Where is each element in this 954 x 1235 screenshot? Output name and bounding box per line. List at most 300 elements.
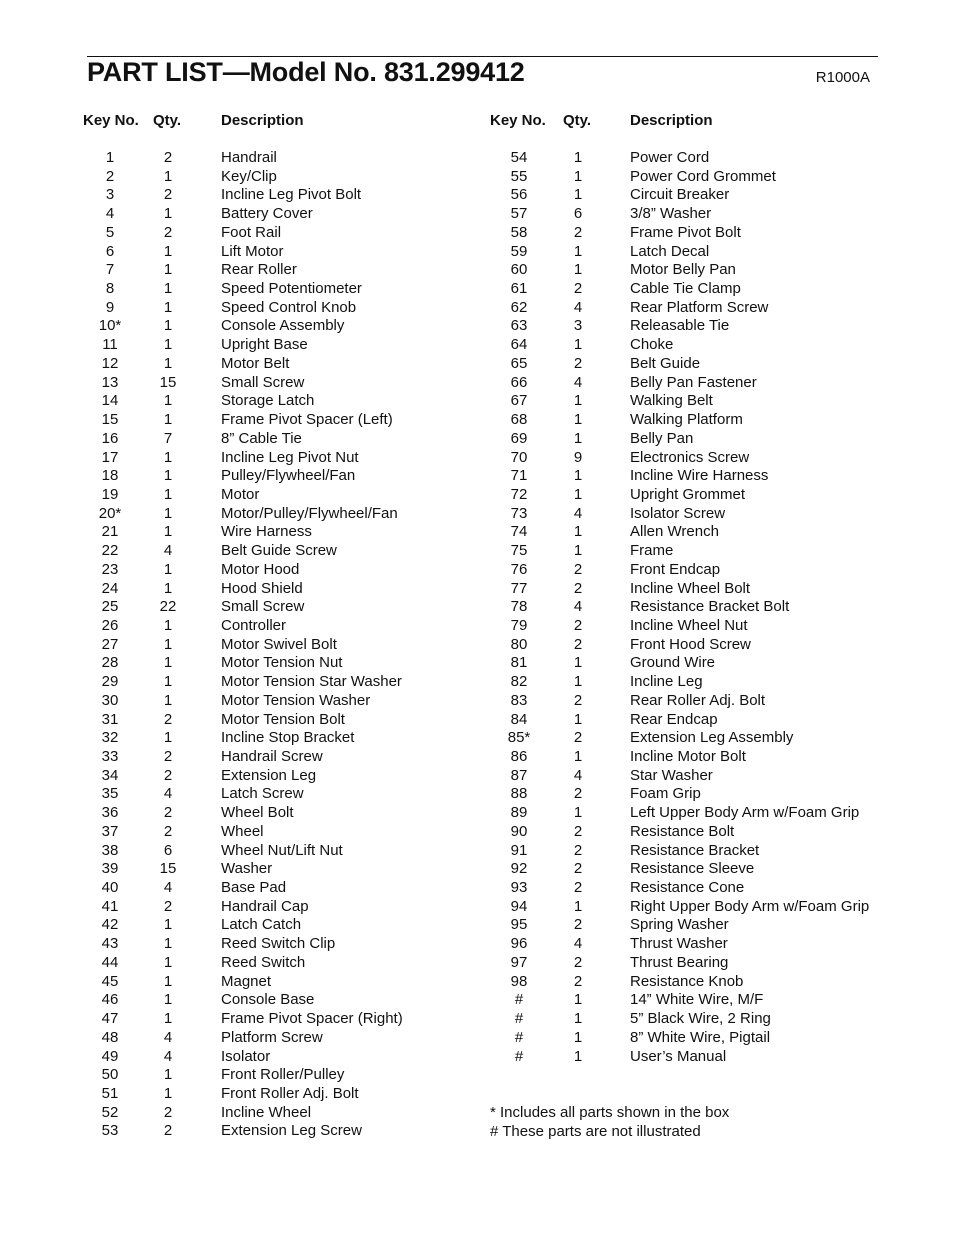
table-row bbox=[488, 411, 888, 430]
qty-cell: 1 bbox=[573, 149, 583, 166]
footnotes bbox=[490, 1103, 729, 1141]
table-row bbox=[80, 317, 480, 336]
table-row bbox=[488, 336, 888, 355]
qty-cell: 2 bbox=[163, 897, 173, 915]
qty-cell: 2 bbox=[573, 729, 583, 747]
key-no-cell: 18 bbox=[101, 467, 119, 485]
table-row bbox=[80, 224, 480, 243]
table-header bbox=[488, 112, 888, 132]
key-no-cell: 12 bbox=[101, 354, 119, 372]
key-no-cell: 79 bbox=[510, 616, 528, 634]
qty-cell: 2 bbox=[573, 785, 583, 803]
description-cell: Thrust Bearing bbox=[630, 953, 729, 971]
table-row bbox=[80, 243, 480, 262]
description-cell: User’s Manual bbox=[630, 1047, 727, 1065]
description-cell: Motor Tension Washer bbox=[221, 691, 371, 709]
qty-cell: 2 bbox=[573, 860, 583, 878]
key-no-cell: 78 bbox=[510, 598, 528, 616]
table-row bbox=[80, 1010, 480, 1029]
description-cell: Incline Leg bbox=[630, 673, 703, 691]
key-no-cell: 2 bbox=[105, 167, 115, 185]
qty-cell: 2 bbox=[573, 916, 583, 934]
description-cell: Handrail Cap bbox=[221, 897, 309, 915]
key-no-cell: 64 bbox=[510, 336, 528, 354]
table-row bbox=[488, 374, 888, 393]
description-cell: Controller bbox=[221, 616, 287, 634]
description-cell: Incline Wheel bbox=[221, 1103, 312, 1121]
description-cell: Reed Switch Clip bbox=[221, 935, 336, 953]
description-cell: Right Upper Body Arm w/Foam Grip bbox=[630, 897, 870, 915]
description-cell: Handrail bbox=[221, 149, 277, 166]
qty-cell: 1 bbox=[573, 1010, 583, 1028]
table-row bbox=[488, 280, 888, 299]
qty-cell: 15 bbox=[159, 860, 177, 878]
table-row bbox=[488, 804, 888, 823]
qty-cell: 1 bbox=[573, 242, 583, 260]
key-no-cell: 56 bbox=[510, 186, 528, 204]
key-no-cell: 66 bbox=[510, 373, 528, 391]
key-no-cell: 70 bbox=[510, 448, 528, 466]
key-no-cell: 15 bbox=[101, 411, 119, 429]
table-row bbox=[80, 767, 480, 786]
table-row bbox=[80, 374, 480, 393]
description-cell: Resistance Bracket bbox=[630, 841, 760, 859]
description-cell: Upright Base bbox=[221, 336, 308, 354]
table-row bbox=[488, 842, 888, 861]
qty-cell: 1 bbox=[573, 261, 583, 279]
key-no-cell: 58 bbox=[510, 223, 528, 241]
qty-cell: 2 bbox=[573, 841, 583, 859]
qty-cell: 4 bbox=[573, 598, 583, 616]
table-row bbox=[80, 879, 480, 898]
qty-cell: 2 bbox=[163, 710, 173, 728]
description-cell: Frame bbox=[630, 542, 674, 560]
description-cell: Circuit Breaker bbox=[630, 186, 730, 204]
key-no-cell: 37 bbox=[101, 822, 119, 840]
page-title: PART LIST—Model No. 831.299412 bbox=[87, 57, 525, 87]
table-row bbox=[80, 430, 480, 449]
qty-cell: 1 bbox=[163, 336, 173, 354]
table-row bbox=[80, 636, 480, 655]
key-no-cell: 22 bbox=[101, 542, 119, 560]
description-cell: Upright Grommet bbox=[630, 485, 746, 503]
description-cell: Incline Leg Pivot Nut bbox=[221, 448, 359, 466]
description-cell: Battery Cover bbox=[221, 205, 313, 223]
table-row bbox=[80, 449, 480, 468]
qty-header: Qty. bbox=[563, 112, 592, 129]
key-no-cell: 23 bbox=[101, 560, 119, 578]
qty-cell: 1 bbox=[163, 579, 173, 597]
qty-cell: 1 bbox=[163, 485, 173, 503]
key-no-cell: 53 bbox=[101, 1122, 119, 1140]
key-no-cell: 8 bbox=[105, 280, 115, 298]
qty-cell: 1 bbox=[163, 1010, 173, 1028]
description-cell: Walking Platform bbox=[630, 411, 743, 429]
description-cell: Wheel Bolt bbox=[221, 804, 294, 822]
description-cell: Latch Catch bbox=[221, 916, 302, 934]
key-no-cell: 35 bbox=[101, 785, 119, 803]
key-no-cell: 69 bbox=[510, 429, 528, 447]
table-row bbox=[80, 785, 480, 804]
description-cell: Motor Belt bbox=[221, 354, 290, 372]
description-cell: Electronics Screw bbox=[630, 448, 750, 466]
key-no-cell: 50 bbox=[101, 1066, 119, 1084]
description-cell: Belt Guide Screw bbox=[221, 542, 337, 560]
description-cell: Incline Wire Harness bbox=[630, 467, 769, 485]
qty-cell: 1 bbox=[573, 1028, 583, 1046]
description-cell: Frame Pivot Spacer (Right) bbox=[221, 1010, 403, 1028]
key-no-cell: 96 bbox=[510, 935, 528, 953]
key-no-cell: 90 bbox=[510, 822, 528, 840]
description-cell: Rear Endcap bbox=[630, 710, 718, 728]
table-row bbox=[80, 261, 480, 280]
table-row bbox=[80, 205, 480, 224]
key-no-cell: 38 bbox=[101, 841, 119, 859]
key-no-cell: 55 bbox=[510, 167, 528, 185]
key-no-cell: 76 bbox=[510, 560, 528, 578]
key-no-cell: 97 bbox=[510, 953, 528, 971]
table-header bbox=[80, 112, 480, 132]
table-row bbox=[488, 692, 888, 711]
description-cell: Rear Roller Adj. Bolt bbox=[630, 691, 766, 709]
description-cell: Thrust Washer bbox=[630, 935, 728, 953]
qty-cell: 2 bbox=[573, 953, 583, 971]
key-no-cell: 39 bbox=[101, 860, 119, 878]
qty-cell: 1 bbox=[573, 467, 583, 485]
description-cell: Speed Potentiometer bbox=[221, 280, 362, 298]
description-cell: Base Pad bbox=[221, 879, 287, 897]
table-row bbox=[80, 542, 480, 561]
qty-cell: 2 bbox=[573, 223, 583, 241]
key-no-cell: 83 bbox=[510, 691, 528, 709]
description-cell: Incline Wheel Nut bbox=[630, 616, 748, 634]
table-row bbox=[80, 355, 480, 374]
table-row bbox=[488, 449, 888, 468]
document-code: R1000A bbox=[815, 69, 870, 86]
qty-cell: 1 bbox=[163, 916, 173, 934]
description-cell: Motor Hood bbox=[221, 560, 300, 578]
qty-cell: 1 bbox=[163, 298, 173, 316]
qty-cell: 2 bbox=[163, 766, 173, 784]
key-no-cell: 72 bbox=[510, 485, 528, 503]
table-row bbox=[488, 823, 888, 842]
description-cell: Front Endcap bbox=[630, 560, 721, 578]
key-no-cell: 31 bbox=[101, 710, 119, 728]
description-cell: Front Hood Screw bbox=[630, 635, 751, 653]
qty-cell: 4 bbox=[163, 785, 173, 803]
qty-cell: 1 bbox=[573, 167, 583, 185]
description-cell: Wheel Nut/Lift Nut bbox=[221, 841, 343, 859]
description-cell: Rear Roller bbox=[221, 261, 297, 279]
qty-cell: 1 bbox=[573, 673, 583, 691]
key-no-cell: 33 bbox=[101, 748, 119, 765]
description-cell: Allen Wrench bbox=[630, 523, 719, 541]
qty-cell: 4 bbox=[163, 879, 173, 897]
qty-cell: 2 bbox=[573, 691, 583, 709]
key-no-cell: 52 bbox=[101, 1103, 119, 1121]
description-cell: Speed Control Knob bbox=[221, 298, 357, 316]
description-cell: Resistance Bolt bbox=[630, 822, 735, 840]
qty-cell: 2 bbox=[573, 560, 583, 578]
qty-cell: 1 bbox=[573, 897, 583, 915]
table-row bbox=[488, 467, 888, 486]
description-cell: Frame Pivot Spacer (Left) bbox=[221, 411, 393, 429]
qty-cell: 1 bbox=[163, 691, 173, 709]
key-no-cell: 9 bbox=[105, 298, 115, 316]
table-row bbox=[488, 299, 888, 318]
table-row bbox=[488, 636, 888, 655]
key-no-cell: # bbox=[514, 991, 524, 1009]
table-row bbox=[488, 580, 888, 599]
table-row bbox=[488, 654, 888, 673]
description-cell: 8” Cable Tie bbox=[221, 429, 302, 447]
table-row bbox=[80, 505, 480, 524]
key-no-cell: 6 bbox=[105, 242, 115, 260]
description-cell: Latch Decal bbox=[630, 242, 710, 260]
description-cell: Small Screw bbox=[221, 373, 305, 391]
description-cell: Ground Wire bbox=[630, 654, 716, 672]
table-row bbox=[80, 186, 480, 205]
description-cell: Resistance Sleeve bbox=[630, 860, 755, 878]
description-cell: Motor Tension Star Washer bbox=[221, 673, 402, 691]
qty-cell: 1 bbox=[163, 972, 173, 990]
qty-cell: 1 bbox=[163, 467, 173, 485]
description-cell: Resistance Bracket Bolt bbox=[630, 598, 790, 616]
table-row bbox=[80, 411, 480, 430]
qty-cell: 1 bbox=[163, 411, 173, 429]
table-row bbox=[488, 973, 888, 992]
description-cell: Platform Screw bbox=[221, 1028, 323, 1046]
key-no-cell: 4 bbox=[105, 205, 115, 223]
key-no-cell: 11 bbox=[102, 336, 118, 354]
qty-cell: 2 bbox=[163, 149, 173, 166]
table-row bbox=[488, 991, 888, 1010]
table-row bbox=[80, 580, 480, 599]
qty-cell: 1 bbox=[163, 1084, 173, 1102]
key-no-cell: 68 bbox=[510, 411, 528, 429]
table-row bbox=[488, 598, 888, 617]
description-cell: Wire Harness bbox=[221, 523, 312, 541]
qty-cell: 2 bbox=[163, 822, 173, 840]
description-cell: Rear Platform Screw bbox=[630, 298, 769, 316]
key-no-cell: 24 bbox=[101, 579, 119, 597]
table-row bbox=[488, 785, 888, 804]
qty-cell: 1 bbox=[573, 392, 583, 410]
table-row bbox=[488, 673, 888, 692]
description-cell: Resistance Cone bbox=[630, 879, 745, 897]
table-row bbox=[80, 299, 480, 318]
description-cell: 8” White Wire, Pigtail bbox=[630, 1028, 771, 1046]
table-row bbox=[488, 243, 888, 262]
key-no-cell: 71 bbox=[510, 467, 528, 485]
qty-cell: 1 bbox=[163, 392, 173, 410]
key-no-cell: 20* bbox=[98, 504, 122, 522]
key-no-cell: 3 bbox=[105, 186, 115, 204]
key-no-cell: 34 bbox=[101, 766, 119, 784]
key-no-header: Key No. bbox=[83, 112, 139, 129]
qty-cell: 15 bbox=[159, 373, 177, 391]
key-no-cell: 7 bbox=[105, 261, 115, 279]
description-cell: Handrail Screw bbox=[221, 748, 323, 765]
key-no-cell: 25 bbox=[101, 598, 119, 616]
key-no-cell: 98 bbox=[510, 972, 528, 990]
table-row bbox=[488, 224, 888, 243]
key-no-cell: 54 bbox=[510, 149, 528, 166]
table-row bbox=[488, 317, 888, 336]
key-no-cell: 28 bbox=[101, 654, 119, 672]
table-row bbox=[80, 617, 480, 636]
description-cell: Foam Grip bbox=[630, 785, 701, 803]
description-cell: Pulley/Flywheel/Fan bbox=[221, 467, 356, 485]
description-cell: Motor Belly Pan bbox=[630, 261, 736, 279]
table-row bbox=[488, 935, 888, 954]
key-no-cell: 32 bbox=[101, 729, 119, 747]
table-row bbox=[80, 1029, 480, 1048]
key-no-cell: 41 bbox=[101, 897, 119, 915]
table-row bbox=[488, 505, 888, 524]
table-row bbox=[488, 168, 888, 187]
description-cell: Front Roller Adj. Bolt bbox=[221, 1084, 359, 1102]
key-no-cell: 80 bbox=[510, 635, 528, 653]
table-row bbox=[80, 823, 480, 842]
key-no-cell: 30 bbox=[101, 691, 119, 709]
key-no-cell: # bbox=[514, 1010, 524, 1028]
table-row bbox=[80, 336, 480, 355]
table-row bbox=[80, 860, 480, 879]
qty-cell: 1 bbox=[573, 523, 583, 541]
qty-cell: 2 bbox=[573, 579, 583, 597]
table-row bbox=[80, 898, 480, 917]
table-row bbox=[488, 954, 888, 973]
table-row bbox=[80, 149, 480, 168]
description-cell: Left Upper Body Arm w/Foam Grip bbox=[630, 804, 860, 822]
table-row bbox=[488, 1010, 888, 1029]
key-no-cell: 59 bbox=[510, 242, 528, 260]
table-row bbox=[80, 561, 480, 580]
description-cell: Cable Tie Clamp bbox=[630, 280, 741, 298]
table-row bbox=[80, 729, 480, 748]
key-no-cell: 81 bbox=[510, 654, 528, 672]
parts-table-right bbox=[488, 112, 888, 1066]
qty-cell: 2 bbox=[163, 223, 173, 241]
qty-cell: 4 bbox=[573, 504, 583, 522]
key-no-cell: 43 bbox=[101, 935, 119, 953]
description-cell: Front Roller/Pulley bbox=[221, 1066, 345, 1084]
qty-cell: 22 bbox=[159, 598, 177, 616]
table-row bbox=[488, 1048, 888, 1067]
description-cell: Belt Guide bbox=[630, 354, 701, 372]
key-no-cell: 46 bbox=[101, 991, 119, 1009]
description-cell: Incline Wheel Bolt bbox=[630, 579, 751, 597]
table-row bbox=[80, 954, 480, 973]
qty-cell: 2 bbox=[573, 972, 583, 990]
table-row bbox=[488, 542, 888, 561]
description-cell: Incline Leg Pivot Bolt bbox=[221, 186, 362, 204]
key-no-cell: 49 bbox=[101, 1047, 119, 1065]
key-no-cell: 27 bbox=[101, 635, 119, 653]
table-row bbox=[488, 486, 888, 505]
qty-cell: 6 bbox=[573, 205, 583, 223]
description-cell: 3/8” Washer bbox=[630, 205, 712, 223]
description-cell: Magnet bbox=[221, 972, 272, 990]
table-row bbox=[488, 767, 888, 786]
key-no-cell: 89 bbox=[510, 804, 528, 822]
qty-cell: 1 bbox=[573, 1047, 583, 1065]
table-row bbox=[80, 280, 480, 299]
description-cell: Frame Pivot Bolt bbox=[630, 223, 741, 241]
table-row bbox=[80, 935, 480, 954]
qty-cell: 1 bbox=[573, 748, 583, 765]
table-row bbox=[488, 748, 888, 767]
key-no-cell: 67 bbox=[510, 392, 528, 410]
table-row bbox=[80, 523, 480, 542]
description-cell: Isolator Screw bbox=[630, 504, 726, 522]
qty-cell: 2 bbox=[163, 1103, 173, 1121]
qty-cell: 4 bbox=[163, 1047, 173, 1065]
key-no-cell: 26 bbox=[101, 616, 119, 634]
qty-cell: 1 bbox=[163, 448, 173, 466]
key-no-cell: 29 bbox=[101, 673, 119, 691]
description-cell: Choke bbox=[630, 336, 674, 354]
table-row bbox=[488, 149, 888, 168]
qty-cell: 4 bbox=[573, 298, 583, 316]
key-no-cell: 94 bbox=[510, 897, 528, 915]
key-no-cell: 42 bbox=[101, 916, 119, 934]
key-no-cell: 17 bbox=[101, 448, 119, 466]
qty-cell: 1 bbox=[573, 429, 583, 447]
table-row bbox=[80, 1048, 480, 1067]
description-cell: Console Base bbox=[221, 991, 315, 1009]
key-no-cell: 73 bbox=[510, 504, 528, 522]
description-cell: Belly Pan Fastener bbox=[630, 373, 757, 391]
qty-cell: 1 bbox=[573, 336, 583, 354]
key-no-header: Key No. bbox=[490, 112, 546, 129]
key-no-cell: 63 bbox=[510, 317, 528, 335]
table-row bbox=[80, 711, 480, 730]
key-no-cell: 77 bbox=[510, 579, 528, 597]
qty-cell: 9 bbox=[573, 448, 583, 466]
table-row bbox=[80, 804, 480, 823]
key-no-cell: 48 bbox=[101, 1028, 119, 1046]
table-row bbox=[488, 860, 888, 879]
table-row bbox=[80, 467, 480, 486]
table-row bbox=[80, 392, 480, 411]
qty-cell: 2 bbox=[573, 280, 583, 298]
description-cell: Power Cord bbox=[630, 149, 710, 166]
table-row bbox=[488, 186, 888, 205]
table-row bbox=[488, 561, 888, 580]
key-no-cell: 47 bbox=[101, 1010, 119, 1028]
qty-cell: 1 bbox=[573, 411, 583, 429]
footnote-asterisk: * Includes all parts shown in the box bbox=[490, 1104, 730, 1121]
table-row bbox=[80, 673, 480, 692]
table-row bbox=[488, 205, 888, 224]
description-cell: Extension Leg Assembly bbox=[630, 729, 794, 747]
qty-cell: 1 bbox=[163, 205, 173, 223]
key-no-cell: 1 bbox=[105, 149, 115, 166]
description-cell: Lift Motor bbox=[221, 242, 284, 260]
table-row bbox=[488, 523, 888, 542]
table-row bbox=[80, 973, 480, 992]
qty-cell: 2 bbox=[163, 186, 173, 204]
qty-cell: 2 bbox=[573, 635, 583, 653]
key-no-cell: 87 bbox=[510, 766, 528, 784]
qty-cell: 1 bbox=[573, 804, 583, 822]
key-no-cell: 14 bbox=[101, 392, 119, 410]
qty-cell: 2 bbox=[163, 804, 173, 822]
qty-cell: 1 bbox=[163, 616, 173, 634]
qty-cell: 1 bbox=[163, 1066, 173, 1084]
